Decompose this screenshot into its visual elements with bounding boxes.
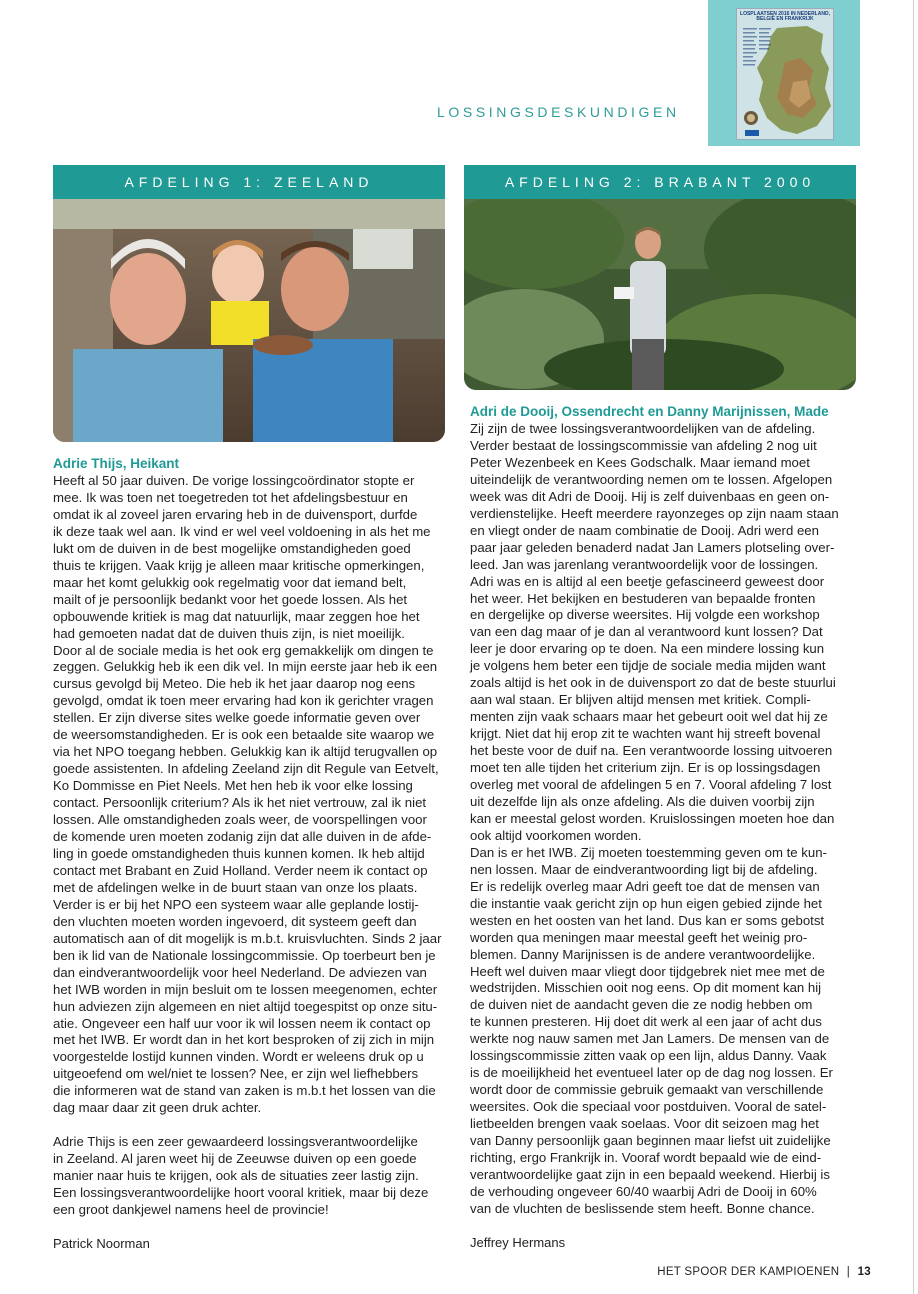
magazine-name: HET SPOOR DER KAMPIOENEN <box>657 1266 840 1278</box>
right-column-header: AFDELING 2: BRABANT 2000 <box>464 165 856 199</box>
right-photo-garden <box>464 199 856 390</box>
map-illustration <box>737 22 834 140</box>
right-signature: Jeffrey Hermans <box>470 1235 566 1250</box>
right-byline: Adri de Dooij, Ossendrecht en Danny Marijnissen, Made <box>470 404 829 419</box>
section-label: LOSSINGSDESKUNDIGEN <box>437 104 680 120</box>
left-column-header: AFDELING 1: ZEELAND <box>53 165 445 199</box>
footer-separator: | <box>846 1266 851 1278</box>
map-poster-title-line2: BELGIË EN FRANKRIJK <box>756 16 814 22</box>
map-poster-title-line1: LOSPLAATSEN 2016 IN NEDERLAND, <box>740 11 830 17</box>
page-number: 13 <box>857 1266 871 1278</box>
left-byline: Adrie Thijs, Heikant <box>53 456 180 471</box>
map-poster <box>736 8 834 140</box>
map-poster-title <box>737 9 833 22</box>
left-body-text: Heeft al 50 jaar duiven. De vorige lossingcoördinator stopte er mee. Ik was toen net toegetreden tot het afdelingsbestuur en omdat ik al zoveel jaren ervaring heb in de duivensport, durfde ik deze taak wel aan. Ik vind er wel veel voldoening in als het me lukt om de duiven in de best mogelijke omstandigheden goed thuis te krijgen. Vaak krijg je alleen maar kritische opmerkingen, maar het komt gelukkig ook regelmatig voor dat iemand belt, mailt of je persoonlijk bedankt voor het goede lossen. Als het opbouwende kritiek is mag dat natuurlijk, maar zeggen hoe het had gemoeten nadat dat de duiven thuis zijn, is niet moeilijk. Door al de sociale media is het ook erg gemakkelijk om dingen te zeggen. Gelukkig heb ik een dik vel. In mijn eerste jaar heb ik een cursus gevolgd bij Meteo. Die heb ik het jaar daarop nog eens gevolgd, omdat ik toen meer ervaring had kon ik gerichter vragen stellen. Er zijn diverse sites welke goede informatie geven over de weersomstandigheden. Er is ook een betaalde site waarop we via het NPO toegang hebben. Gelukkig kan ik altijd terugvallen op goede assistenten. In afdeling Zeeland zijn dit Regule van Eetvelt, Ko Dommisse en Piet Neels. Met hen heb ik voor elke lossing contact. Persoonlijk criterium? Als ik het niet vertrouw, zal ik niet lossen. Alle omstandigheden zoals weer, de voorspellingen voor de komende uren moeten zodanig zijn dat alle duiven in de afde- ling in goede omstandigheden thuis kunnen komen. Ik heb altijd contact met Brabant en Zuid Holland. Verder neem ik contact op met de afdelingen welke in de buurt staan van onze los plaats. Verder is er bij het NPO een systeem waar alle geplande lostij- den vluchten moeten worden ingevoerd, dit systeem geeft dan automatisch aan of dit mogelijk is m.b.t. kruisvluchten. Sinds 2 jaar ben ik lid van de Nationale lossingcommissie. Op toerbeurt ben je dan eindverantwoordelijk voor heel Nederland. De adviezen van het IWB worden in mijn besluit om te lossen meegenomen, echter hun adviezen zijn algemeen en niet altijd toegespitst op onze situ- atie. Ongeveer een half uur voor ik wil lossen neem ik contact op met het IWB. Er wordt dan in het kort besproken of zij zich in mijn voorgestelde lostijd kunnen vinden. Wordt er weleens druk op u uitgeoefend om wel/niet te lossen? Nee, er zijn wel liefhebbers die informeren wat de stand van zaken is m.b.t het lossen van die dag maar daar zit geen druk achter. Adrie Thijs is een zeer gewaardeerd lossingsverantwoordelijke in Zeeland. Al jaren weet hij de Zeeuwse duiven op een goede manier naar huis te krijgen, ook als de situaties zeer lastig zijn. Een lossingsverantwoordelijke hoort vooral kritiek, maar bij deze een groot dankjewel namens heel de provincie! <box>53 473 442 1217</box>
page-footer <box>657 1266 871 1278</box>
right-body-text: Zij zijn de twee lossingsverantwoordelijken van de afdeling. Verder bestaat de lossingscommissie van afdeling 2 nog uit Peter Wezenbeek en Kees Godschalk. Maar iemand moet uiteindelijk de verantwoording nemen om te lossen. Afgelopen week was dit Adri de Dooij. Hij is zelf duivenbaas en geen on- verdienstelijke. Heeft meerdere rayonzeges op zijn naam staan en vliegt onder de naam combinatie de Dooij. Adri werd een paar jaar geleden benaderd nadat Jan Lamers plotseling over- leed. Jan was jarenlang verantwoordelijk voor de lossingen. Adri was en is altijd al een beetje gefascineerd geweest door het weer. Het bekijken en bestuderen van bepaalde fronten en dergelijke op diverse weersites. Hij volgde een workshop van een dag maar of je dan al verantwoord kunt lossen? Dat leer je door ervaring op te doen. Na een mindere lossing kun je volgens hem beter een tijdje de sociale media mijden want zoals altijd is het ook in de duivensport zo dat de beste stuurlui aan wal staan. Er blijven altijd mensen met kritiek. Compli- menten zijn vaak schaars maar het gebeurt ooit wel dat hij ze krijgt. Niet dat hij erop zit te wachten want hij streeft bovenal het beste voor de duif na. Een verantwoorde lossing uitvoeren moet ten alle tijden het criterium zijn. Er is op lossingsdagen overleg met vooral de afdelingen 5 en 7. Vooral afdeling 7 lost uit dezelfde lijn als onze afdeling. Als die duiven voorbij zijn kan er meestal gelost worden. Kruislossingen moeten hoe dan ook altijd voorkomen worden. Dan is er het IWB. Zij moeten toestemming geven om te kun- nen lossen. Maar de eindverantwoording ligt bij de afdeling. Er is redelijk overleg maar Adri geeft toe dat de mensen van die instantie vaak gericht zijn op hun eigen gebied zijnde het westen en het oosten van het land. Dus kan er soms gebotst worden qua meningen maar meestal geeft het weinig pro- blemen. Danny Marijnissen is de andere verantwoordelijke. Heeft wel duiven maar vliegt door tijdgebrek niet mee met de wedstrijden. Misschien ooit nog eens. Op dit moment kan hij de duiven niet de aandacht geven die ze nodig hebben om te kunnen presteren. Hij doet dit werk al een jaar of acht dus werkte nog nauw samen met Jan Lamers. De mensen van de lossingscommissie zitten vaak op een lijn, aldus Danny. Vaak is de moeilijkheid het eventueel later op de dag nog lossen. Er wordt door de commissie gebruik gemaakt van verschillende weersites. Ook die speciaal voor postduiven. Vooral de satel- lietbeelden brengen vaak soelaas. Voor dit seizoen mag het van Danny persoonlijk gaan beginnen maar liefst uit zuidelijke richting, ergo Frankrijk in. Vooraf wordt bepaald wie de eind- verantwoordelijke gaat zijn in een bepaald weekend. Hierbij is de verhouding ongeveer 60/40 waarbij Adri de Dooij in 60% van de vluchten de beslissende stem heeft. Bonne chance. <box>470 421 839 1216</box>
left-signature: Patrick Noorman <box>53 1236 150 1251</box>
map-thumbnail <box>708 0 860 146</box>
left-photo-adrie-thijs <box>53 199 445 442</box>
page-edge-rule <box>913 0 914 1294</box>
